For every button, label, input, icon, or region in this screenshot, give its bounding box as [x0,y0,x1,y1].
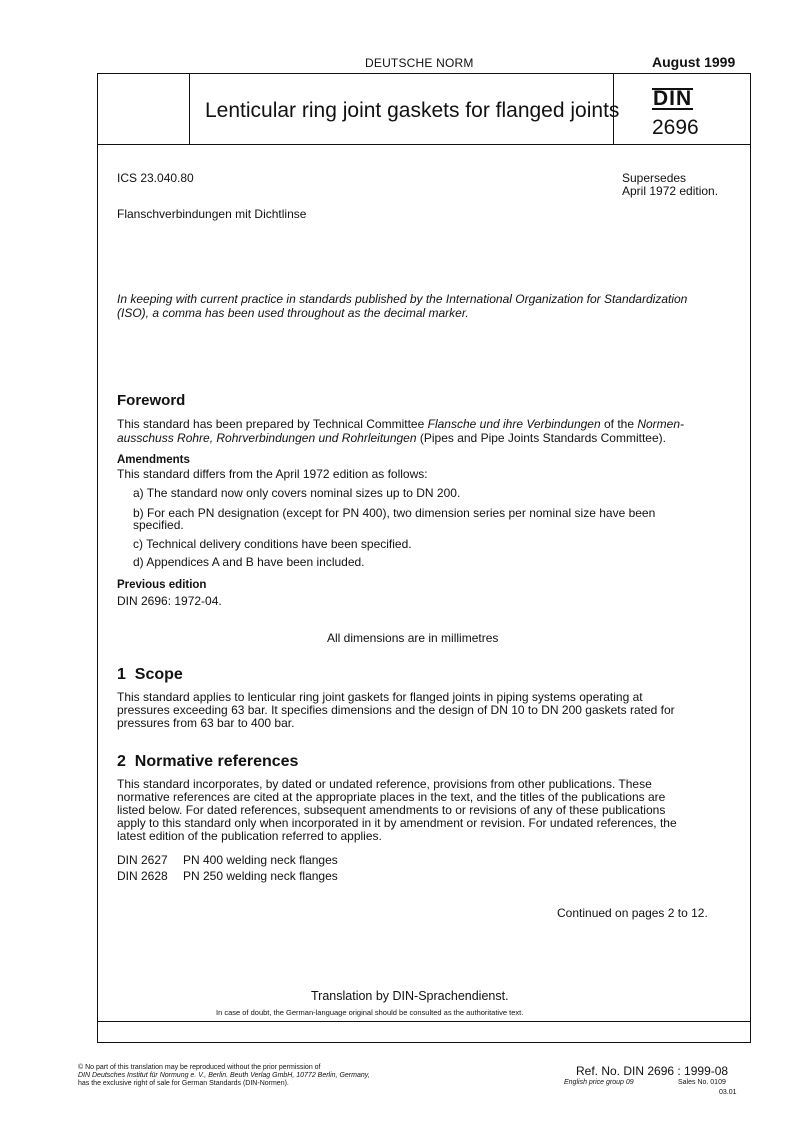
foreword-line2-b: (Pipes and Pipe Joints Standards Committee). [416,431,666,445]
sales-number: Sales No. 0109 [678,1079,726,1086]
reference-code: DIN 2628 [117,869,168,883]
amendment-item: c) Technical delivery conditions have been specified. [133,537,412,551]
reference-title: PN 400 welding neck flanges [183,853,338,867]
german-title: Flanschverbindungen mit Dichtlinse [117,207,307,221]
amendment-item-continued: specified. [133,518,184,532]
previous-edition-heading: Previous edition [117,579,207,591]
normative-line3: listed below. For dated references, subsequent amendments to or revisions of any of these publications [117,803,666,817]
publication-date: August 1999 [652,54,736,70]
ics-code: ICS 23.040.80 [117,171,194,185]
reference-row [117,853,338,868]
document-title: Lenticular ring joint gaskets for flanged joints [205,99,620,122]
price-group: English price group 09 [564,1079,634,1086]
foreword-line1-c: of the [600,417,638,431]
title-divider-left [189,73,190,145]
supersedes-edition: April 1972 edition. [622,184,719,198]
foreword-line2 [117,431,666,445]
reference-number: Ref. No. DIN 2696 : 1999-08 [576,1064,729,1078]
scope-number: 1 [117,666,126,683]
normative-line1: This standard incorporates, by dated or undated reference, provisions from other publications. These [117,777,652,791]
normative-line5: latest edition of the publication referred to applies. [117,829,382,843]
copyright-line2: DIN Deutsches Institut für Normung e. V., Berlin. Beuth Verlag GmbH, 10772 Berlin, Germany, [78,1072,370,1079]
footer-divider [97,1021,751,1022]
scope-title: Scope [134,666,183,683]
din-logo: DIN [653,87,693,110]
din-number: 2696 [652,116,699,139]
decimal-notice-line2: (ISO), a comma has been used throughout as the decimal marker. [117,306,469,320]
amendment-item: d) Appendices A and B have been included. [133,555,365,569]
scope-line3: pressures from 63 bar to 400 bar. [117,716,295,730]
foreword-heading: Foreword [117,392,186,409]
amendments-heading: Amendments [117,454,190,466]
normative-title: Normative references [134,753,299,770]
previous-edition-text: DIN 2696: 1972-04. [117,594,222,608]
copyright-line3: has the exclusive right of sale for German Standards (DIN-Normen). [78,1080,289,1087]
scope-line1: This standard applies to lenticular ring joint gaskets for flanged joints in piping systems operating at [117,690,643,704]
amendments-intro: This standard differs from the April 1972 edition as follows: [117,467,428,481]
amendment-item: b) For each PN designation (except for PN 400), two dimension series per nominal size have been [133,506,656,520]
normative-number: 2 [117,753,126,770]
reference-code: DIN 2627 [117,853,168,867]
dimensions-note: All dimensions are in millimetres [327,631,499,645]
scope-line2: pressures exceeding 63 bar. It specifies dimensions and the design of DN 10 to DN 200 gaskets rated for [117,703,675,717]
supersedes-label: Supersedes [622,171,687,185]
copyright-line1: © No part of this translation may be reproduced without the prior permission of [78,1064,321,1071]
standard-type-label: DEUTSCHE NORM [365,56,474,70]
authoritative-text-note: In case of doubt, the German-language original should be consulted as the authoritative text. [216,1008,524,1017]
normative-line4: apply to this standard only when incorporated in it by amendment or revision. For undated references, the [117,816,677,830]
normative-heading [117,753,298,771]
issue-code: 03.01 [719,1089,737,1096]
foreword-line1-d: Normen- [637,417,685,431]
foreword-committee-name: Flansche und ihre Verbindungen [427,417,601,431]
foreword-standards-committee: ausschuss Rohre, Rohrverbindungen und Rohrleitungen [117,431,417,445]
amendment-item: a) The standard now only covers nominal sizes up to DN 200. [133,486,461,500]
reference-title: PN 250 welding neck flanges [183,869,338,883]
scope-heading [117,666,183,684]
reference-row [117,869,338,884]
foreword-line1-a: This standard has been prepared by Technical Committee [117,417,428,431]
foreword-line1 [117,417,684,431]
decimal-notice-line1: In keeping with current practice in standards published by the International Organization for Standardization [117,292,688,306]
normative-line2: normative references are cited at the appropriate places in the text, and the titles of the publications are [117,790,666,804]
continued-note: Continued on pages 2 to 12. [557,906,708,920]
translation-note: Translation by DIN-Sprachendienst. [311,989,509,1003]
